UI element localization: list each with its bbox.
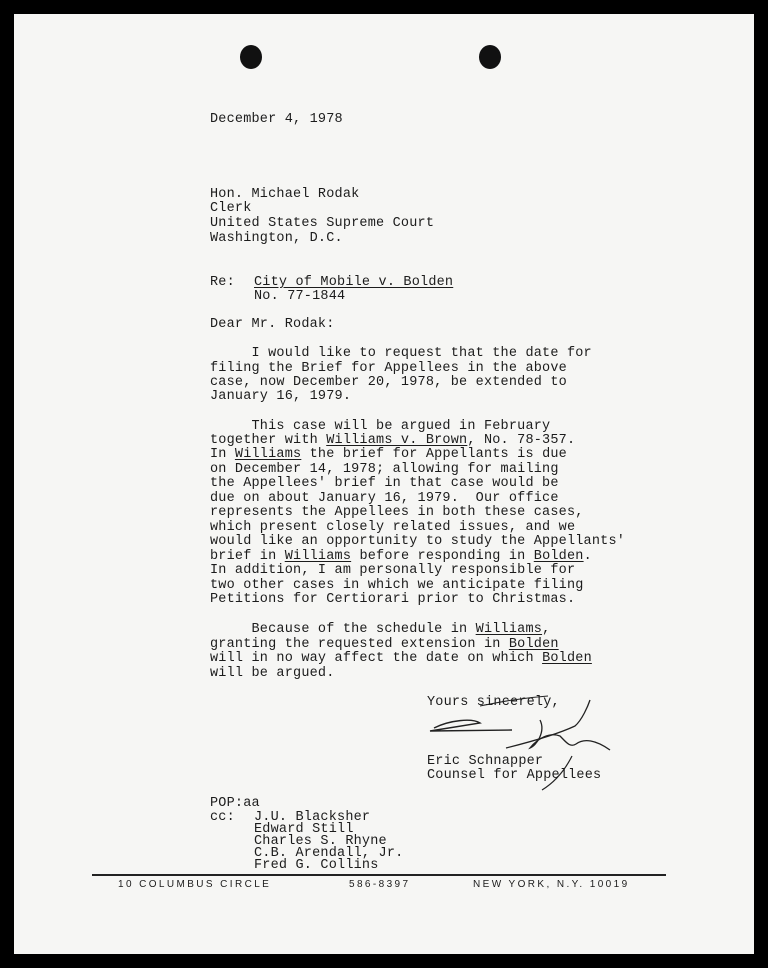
paragraph-line: Because of the schedule in Williams,: [210, 622, 551, 637]
re-case-number: No. 77-1844: [254, 289, 346, 304]
paragraph-line: This case will be argued in February: [210, 419, 551, 434]
case-reference: Williams: [234, 447, 302, 462]
paragraph-line: on December 14, 1978; allowing for mailing: [210, 462, 559, 477]
re-label: Re:: [210, 275, 235, 290]
paragraph-line: In addition, I am personally responsible for: [210, 563, 576, 578]
cc-recipient: C.B. Arendall, Jr.: [254, 846, 404, 861]
signer-title: Counsel for Appellees: [427, 768, 602, 783]
cc-recipient: Fred G. Collins: [254, 858, 379, 873]
case-reference: Bolden: [542, 651, 592, 666]
case-reference: Williams: [284, 549, 352, 564]
footer-phone: 586-8397: [349, 879, 411, 890]
punch-hole: [479, 45, 501, 69]
case-reference: Williams v. Brown: [326, 433, 468, 448]
footer-city: NEW YORK, N.Y. 10019: [473, 879, 630, 890]
case-reference: Bolden: [508, 637, 559, 652]
cc-recipient: Edward Still: [254, 822, 354, 837]
typist-initials: POP:aa: [210, 796, 260, 811]
paragraph-line: will in no way affect the date on which Bolden: [210, 651, 592, 666]
paragraph-line: together with Williams v. Brown, No. 78-357.: [210, 433, 576, 448]
letter-date: December 4, 1978: [210, 112, 343, 127]
paragraph-line: due on about January 16, 1979. Our office: [210, 491, 559, 506]
paragraph-line: January 16, 1979.: [210, 389, 352, 404]
paragraph-line: brief in Williams before responding in Bolden.: [210, 549, 592, 564]
paragraph-line: Petitions for Certiorari prior to Christmas.: [210, 592, 576, 607]
case-reference: Williams: [475, 622, 543, 637]
paragraph-line: granting the requested extension in Bolden: [210, 637, 559, 652]
cc-recipient: J.U. Blacksher: [254, 810, 371, 825]
address-line: Washington, D.C.: [210, 231, 343, 246]
punch-hole: [240, 45, 262, 69]
paragraph-line: In Williams the brief for Appellants is due: [210, 447, 567, 462]
salutation: Dear Mr. Rodak:: [210, 317, 335, 332]
paragraph-line: case, now December 20, 1978, be extended to: [210, 375, 567, 390]
re-case-name: City of Mobile v. Bolden: [254, 275, 454, 290]
paragraph-line: represents the Appellees in both these cases,: [210, 505, 584, 520]
paragraph-line: the Appellees' brief in that case would be: [210, 476, 559, 491]
paragraph-line: I would like to request that the date for: [210, 346, 592, 361]
footer-rule: [92, 874, 666, 876]
cc-label: cc:: [210, 810, 235, 825]
paragraph-line: filing the Brief for Appellees in the above: [210, 361, 567, 376]
signer-name: Eric Schnapper: [427, 754, 544, 769]
address-line: United States Supreme Court: [210, 216, 435, 231]
address-line: Clerk: [210, 201, 252, 216]
case-reference: Bolden: [533, 549, 584, 564]
paragraph-line: will be argued.: [210, 666, 335, 681]
address-line: Hon. Michael Rodak: [210, 187, 360, 202]
paragraph-line: two other cases in which we anticipate filing: [210, 578, 584, 593]
closing: Yours sincerely,: [427, 695, 560, 710]
paragraph-line: would like an opportunity to study the Appellants': [210, 534, 626, 549]
footer-address: 10 COLUMBUS CIRCLE: [118, 879, 272, 890]
cc-recipient: Charles S. Rhyne: [254, 834, 387, 849]
paragraph-line: which present closely related issues, and we: [210, 520, 576, 535]
